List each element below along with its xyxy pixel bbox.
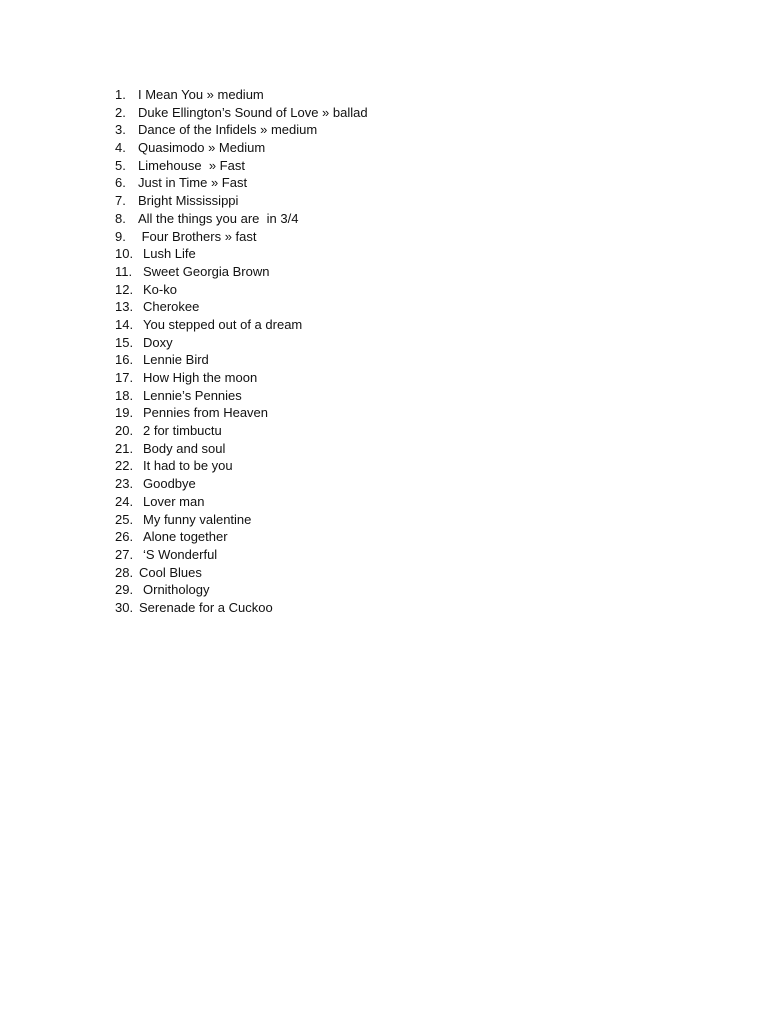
list-item <box>115 157 368 175</box>
item-number: 12. <box>115 281 134 297</box>
list-item <box>115 192 368 210</box>
item-number: 30. <box>115 599 134 615</box>
item-title: Lennie Bird <box>143 352 209 368</box>
item-title: Four Brothers » fast <box>138 228 257 244</box>
list-item <box>115 245 368 263</box>
item-title: Dance of the Infidels » medium <box>138 122 318 138</box>
item-number: 23. <box>115 476 134 492</box>
list-item <box>115 121 368 139</box>
item-number: 17. <box>115 370 134 385</box>
item-title: Quasimodo » Medium <box>138 140 266 156</box>
item-number: 8. <box>115 210 126 226</box>
tune-list <box>115 86 368 617</box>
item-title: I Mean You » medium <box>138 87 264 102</box>
item-number: 26. <box>115 529 134 545</box>
item-number: 14. <box>115 316 134 332</box>
item-number: 7. <box>115 193 126 209</box>
item-title: Pennies from Heaven <box>143 405 269 421</box>
item-title: Duke Ellington’s Sound of Love » ballad <box>138 104 368 120</box>
item-title: Limehouse » Fast <box>138 157 245 173</box>
item-number: 6. <box>115 175 126 191</box>
item-number: 24. <box>115 493 134 509</box>
item-number: 29. <box>115 582 134 598</box>
item-title: Sweet Georgia Brown <box>143 263 270 279</box>
item-number: 22. <box>115 458 134 474</box>
item-title: Goodbye <box>143 476 196 492</box>
item-title: Lush Life <box>143 246 196 262</box>
item-number: 4. <box>115 140 126 156</box>
item-title: Ko-ko <box>143 281 177 297</box>
list-item <box>115 104 368 122</box>
item-title: ‘S Wonderful <box>143 546 218 562</box>
list-item <box>115 581 368 599</box>
list-item <box>115 210 368 228</box>
list-item <box>115 493 368 511</box>
list-item <box>115 404 368 422</box>
item-number: 19. <box>115 405 134 421</box>
item-title: Lennie’s Pennies <box>143 387 242 403</box>
list-item <box>115 263 368 281</box>
item-number: 20. <box>115 423 134 439</box>
item-number: 9. <box>115 228 126 244</box>
item-number: 13. <box>115 299 134 315</box>
list-item <box>115 86 368 104</box>
item-number: 28. <box>115 564 134 580</box>
list-item <box>115 174 368 192</box>
item-number: 3. <box>115 122 126 138</box>
list-item <box>115 457 368 475</box>
list-item <box>115 511 368 529</box>
item-title: Cool Blues <box>139 564 202 580</box>
item-number: 25. <box>115 511 134 527</box>
item-number: 5. <box>115 157 126 173</box>
item-number: 21. <box>115 440 134 456</box>
item-title: Lover man <box>143 493 205 509</box>
list-item <box>115 422 368 440</box>
item-number: 16. <box>115 352 134 368</box>
list-item <box>115 334 368 352</box>
list-item <box>115 599 368 617</box>
item-title: Cherokee <box>143 299 200 315</box>
item-title: Doxy <box>143 334 173 350</box>
list-item <box>115 440 368 458</box>
item-title: You stepped out of a dream <box>143 316 303 332</box>
list-item <box>115 139 368 157</box>
list-item <box>115 298 368 316</box>
list-item <box>115 351 368 369</box>
item-number: 1. <box>115 87 126 102</box>
list-item <box>115 387 368 405</box>
list-item <box>115 528 368 546</box>
item-number: 27. <box>115 546 134 562</box>
item-title: Just in Time » Fast <box>138 175 248 191</box>
item-title: Ornithology <box>143 582 210 598</box>
item-title: All the things you are in 3/4 <box>138 210 299 226</box>
list-item <box>115 475 368 493</box>
item-title: My funny valentine <box>143 511 252 527</box>
item-number: 15. <box>115 334 134 350</box>
list-item <box>115 281 368 299</box>
item-title: How High the moon <box>143 370 258 385</box>
list-item <box>115 228 368 246</box>
list-item <box>115 546 368 564</box>
item-number: 2. <box>115 104 126 120</box>
item-number: 18. <box>115 387 134 403</box>
item-title: Body and soul <box>143 440 226 456</box>
item-number: 10. <box>115 246 134 262</box>
item-number: 11. <box>115 263 133 279</box>
list-item <box>115 369 368 387</box>
list-item <box>115 564 368 582</box>
item-title: 2 for timbuctu <box>143 423 222 439</box>
item-title: Serenade for a Cuckoo <box>139 599 273 615</box>
item-title: It had to be you <box>143 458 233 474</box>
list-item <box>115 316 368 334</box>
item-title: Bright Mississippi <box>138 193 239 209</box>
item-title: Alone together <box>143 529 228 545</box>
